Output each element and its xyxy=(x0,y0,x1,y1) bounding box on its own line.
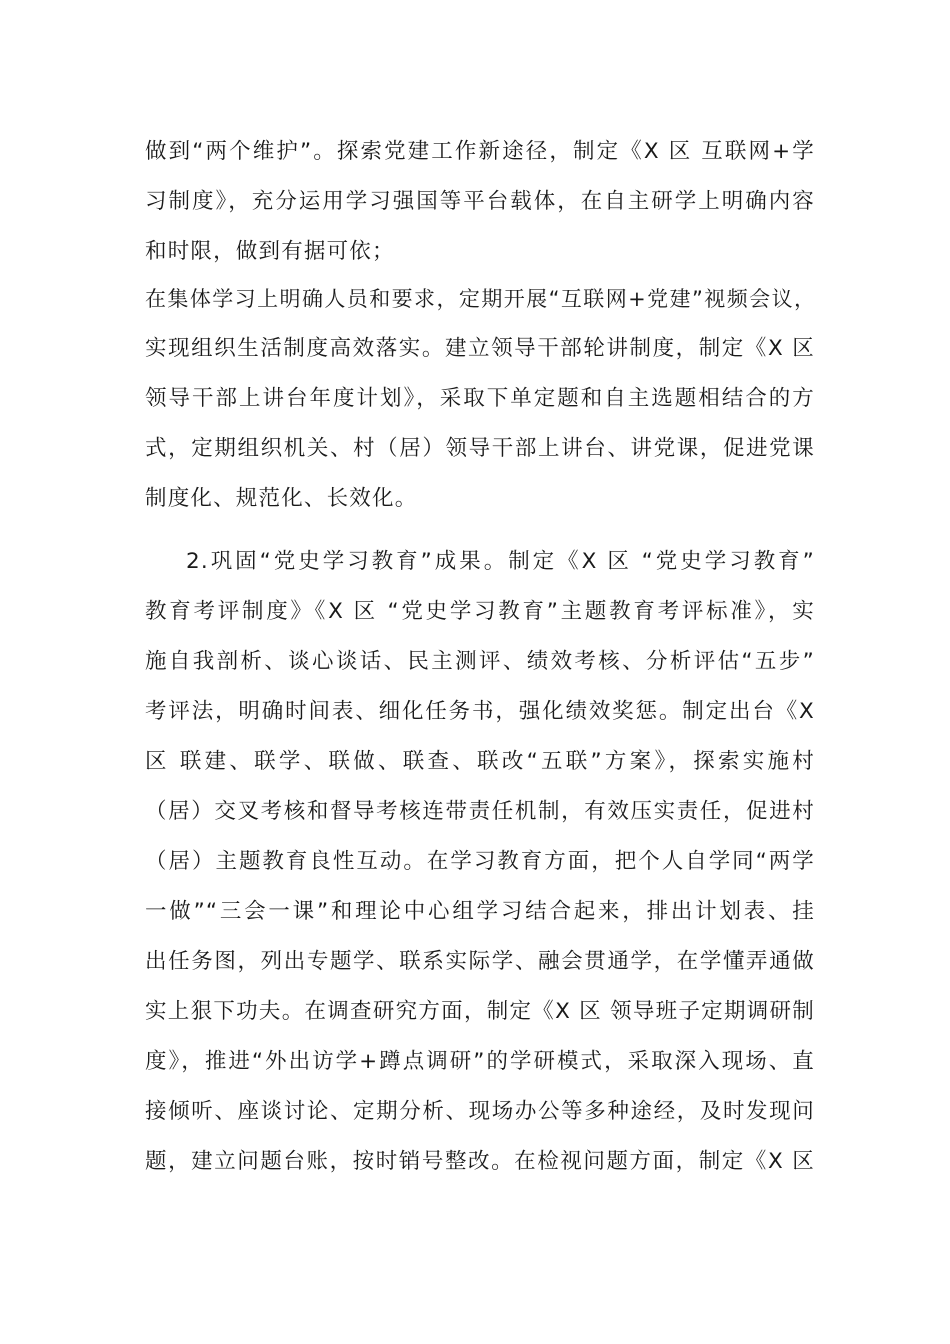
paragraph-3-line-9: 出任务图，列出专题学、联系实际学、融会贯通学，在学懂弄通做 xyxy=(145,949,815,974)
paragraph-2-line-2: 实现组织生活制度高效落实。建立领导干部轮讲制度，制定《X 区 xyxy=(145,336,815,361)
paragraph-1-line-3: 和时限，做到有据可依； xyxy=(145,239,395,264)
paragraph-3-line-5: 区 联建、联学、联做、联查、联改“五联”方案》，探索实施村 xyxy=(145,749,815,774)
paragraph-2-line-5: 制度化、规范化、长效化。 xyxy=(145,486,418,511)
paragraph-2-line-1: 在集体学习上明确人员和要求，定期开展“互联网+党建”视频会议， xyxy=(145,287,815,311)
paragraph-3-line-4: 考评法，明确时间表、细化任务书，强化绩效奖惩。制定出台《X xyxy=(145,699,815,724)
paragraph-3-line-13: 题，建立问题台账，按时销号整改。在检视问题方面，制定《X 区 xyxy=(145,1149,815,1174)
paragraph-2-line-4: 式，定期组织机关、村（居）领导干部上讲台、讲党课，促进党课 xyxy=(145,436,815,461)
paragraph-3-line-1: 2.巩固“党史学习教育”成果。制定《X 区 “党史学习教育” xyxy=(186,549,815,574)
paragraph-2-line-3: 领导干部上讲台年度计划》，采取下单定题和自主选题相结合的方 xyxy=(145,386,815,411)
paragraph-3-line-11: 度》，推进“外出访学+蹲点调研”的学研模式，采取深入现场、直 xyxy=(145,1049,815,1074)
paragraph-3-line-2: 教育考评制度》《X 区 “党史学习教育”主题教育考评标准》，实 xyxy=(145,599,815,624)
paragraph-3-line-6: （居）交叉考核和督导考核连带责任机制，有效压实责任，促进村 xyxy=(145,799,815,824)
paragraph-1-line-2: 习制度》，充分运用学习强国等平台载体，在自主研学上明确内容 xyxy=(145,189,815,214)
paragraph-3-line-3: 施自我剖析、谈心谈话、民主测评、绩效考核、分析评估“五步” xyxy=(145,649,815,674)
paragraph-3-line-7: （居）主题教育良性互动。在学习教育方面，把个人自学同“两学 xyxy=(145,849,815,874)
paragraph-3-line-8: 一做”“三会一课”和理论中心组学习结合起来，排出计划表、挂 xyxy=(145,899,815,924)
paragraph-3-line-12: 接倾听、座谈讨论、定期分析、现场办公等多种途经，及时发现问 xyxy=(145,1099,815,1124)
paragraph-3-line-10: 实上狠下功夫。在调查研究方面，制定《X 区 领导班子定期调研制 xyxy=(145,999,815,1024)
paragraph-1-line-1: 做到“两个维护”。探索党建工作新途径，制定《X 区 互联网+学 xyxy=(145,139,815,164)
